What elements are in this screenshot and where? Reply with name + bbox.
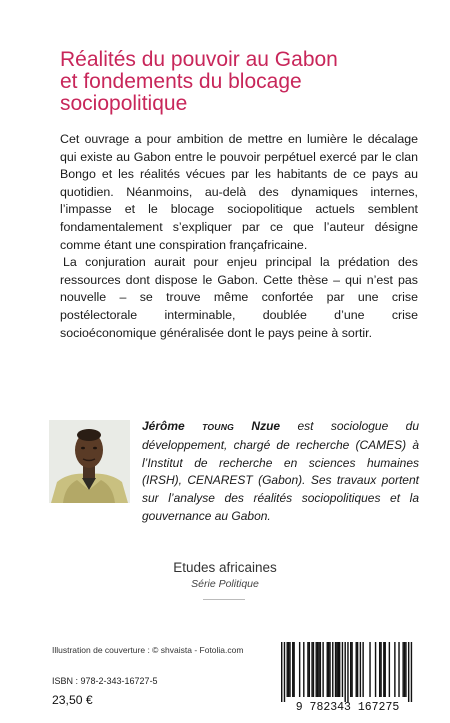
title-line: Réalités du pouvoir au Gabon [60, 48, 338, 71]
barcode-bar [383, 642, 384, 697]
barcode-bar [299, 642, 300, 697]
series-subtitle: Série Politique [191, 578, 259, 590]
barcode-bar [328, 642, 329, 697]
barcode-bar [398, 642, 399, 697]
book-summary [60, 131, 418, 342]
barcode-digits: 9 782343 167275 [295, 701, 400, 713]
barcode-bar [313, 642, 314, 697]
barcode-bar [309, 642, 310, 697]
barcode-bar [336, 642, 337, 697]
barcode-bar [344, 642, 345, 702]
series-name: Etudes africaines [173, 560, 277, 575]
barcode-bar [292, 642, 293, 697]
barcode-bar [311, 642, 312, 697]
summary-paragraph: La conjuration aurait pour enjeu principal la prédation des ressources dont dispose le Gabon. Cette thèse – qui n’est pas nouvelle – se trouve même confortée par une crise postélectorale interminable, doublée d’une crise socioéconomique généralisée dont le pays peine à sortir. [60, 255, 418, 340]
author-portrait-image [49, 420, 130, 503]
barcode-bar [303, 642, 304, 697]
barcode-bar [288, 642, 289, 697]
barcode-bar [317, 642, 318, 697]
author-bio-text: est sociologue du développement, chargé de recherche (CAMES) à l’Institut de recherche en sciences humaines (IRSH), CENAREST (Gabon). Ses travaux portent sur l’analyse des réalités sociopolitiques et la gouvernance au Gabon. [142, 419, 420, 523]
author-last-name: Nzue [251, 419, 281, 433]
barcode-bar [379, 642, 380, 697]
summary-paragraph: Cet ouvrage a pour ambition de mettre en lumière le décalage qui existe au Gabon entre le pouvoir perpétuel exercé par le clan Bongo et les réalités vécues par les habitants de ce pays au quotidien. Néanmoins, au-delà des dynamiques internes, l’impasse et le blocage sociopolitique actuels semblent fondamentalement s’expliquer par ce que l’auteur désigne comme étant une conspiration françafricaine. [60, 132, 418, 252]
barcode-bar [389, 642, 390, 697]
title-line: et fondements du blocage [60, 70, 302, 93]
isbn: ISBN : 978-2-343-16727-5 [52, 676, 158, 686]
barcode-bar [357, 642, 358, 697]
barcode-bar [327, 642, 328, 697]
barcode-bar [307, 642, 308, 697]
barcode-bar [369, 642, 370, 697]
barcode-bar [405, 642, 406, 697]
barcode-bar [360, 642, 361, 697]
barcode [275, 641, 420, 713]
price: 23,50 € [52, 693, 93, 707]
barcode-bar [329, 642, 330, 697]
barcode-bar [356, 642, 357, 697]
barcode-bar [332, 642, 333, 697]
barcode-bar [316, 642, 317, 697]
author-surname: TOUNG [202, 422, 234, 432]
barcode-bar [404, 642, 405, 697]
title-line: sociopolitique [60, 92, 188, 115]
barcode-bar [351, 642, 352, 697]
barcode-bar [411, 642, 412, 702]
barcode-bar [322, 642, 323, 697]
barcode-bar [380, 642, 381, 697]
barcode-bar [342, 642, 343, 697]
barcode-bar [293, 642, 294, 697]
author-first-name: Jérôme [142, 419, 185, 433]
barcode-bar [402, 642, 403, 697]
series-block [0, 560, 450, 590]
author-photo [49, 420, 130, 503]
barcode-bar [362, 642, 363, 697]
barcode-bar [385, 642, 386, 697]
barcode-bar [289, 642, 290, 697]
barcode-bar [335, 642, 336, 697]
barcode-bar [318, 642, 319, 697]
book-title [60, 49, 420, 115]
barcode-bar [320, 642, 321, 697]
barcode-bar [281, 642, 282, 702]
author-bio [142, 418, 419, 526]
barcode-bar [350, 642, 351, 697]
barcode-bar [408, 642, 409, 702]
cover-credit: Illustration de couverture : © shvaista - Fotolia.com [52, 645, 244, 655]
barcode-bar [347, 642, 348, 702]
author-name [142, 419, 280, 433]
barcode-bar [375, 642, 376, 697]
barcode-bar [338, 642, 339, 697]
barcode-bar [339, 642, 340, 697]
barcode-bar [394, 642, 395, 697]
barcode-bar [287, 642, 288, 697]
barcode-bar [284, 642, 285, 702]
series-divider [203, 599, 245, 600]
